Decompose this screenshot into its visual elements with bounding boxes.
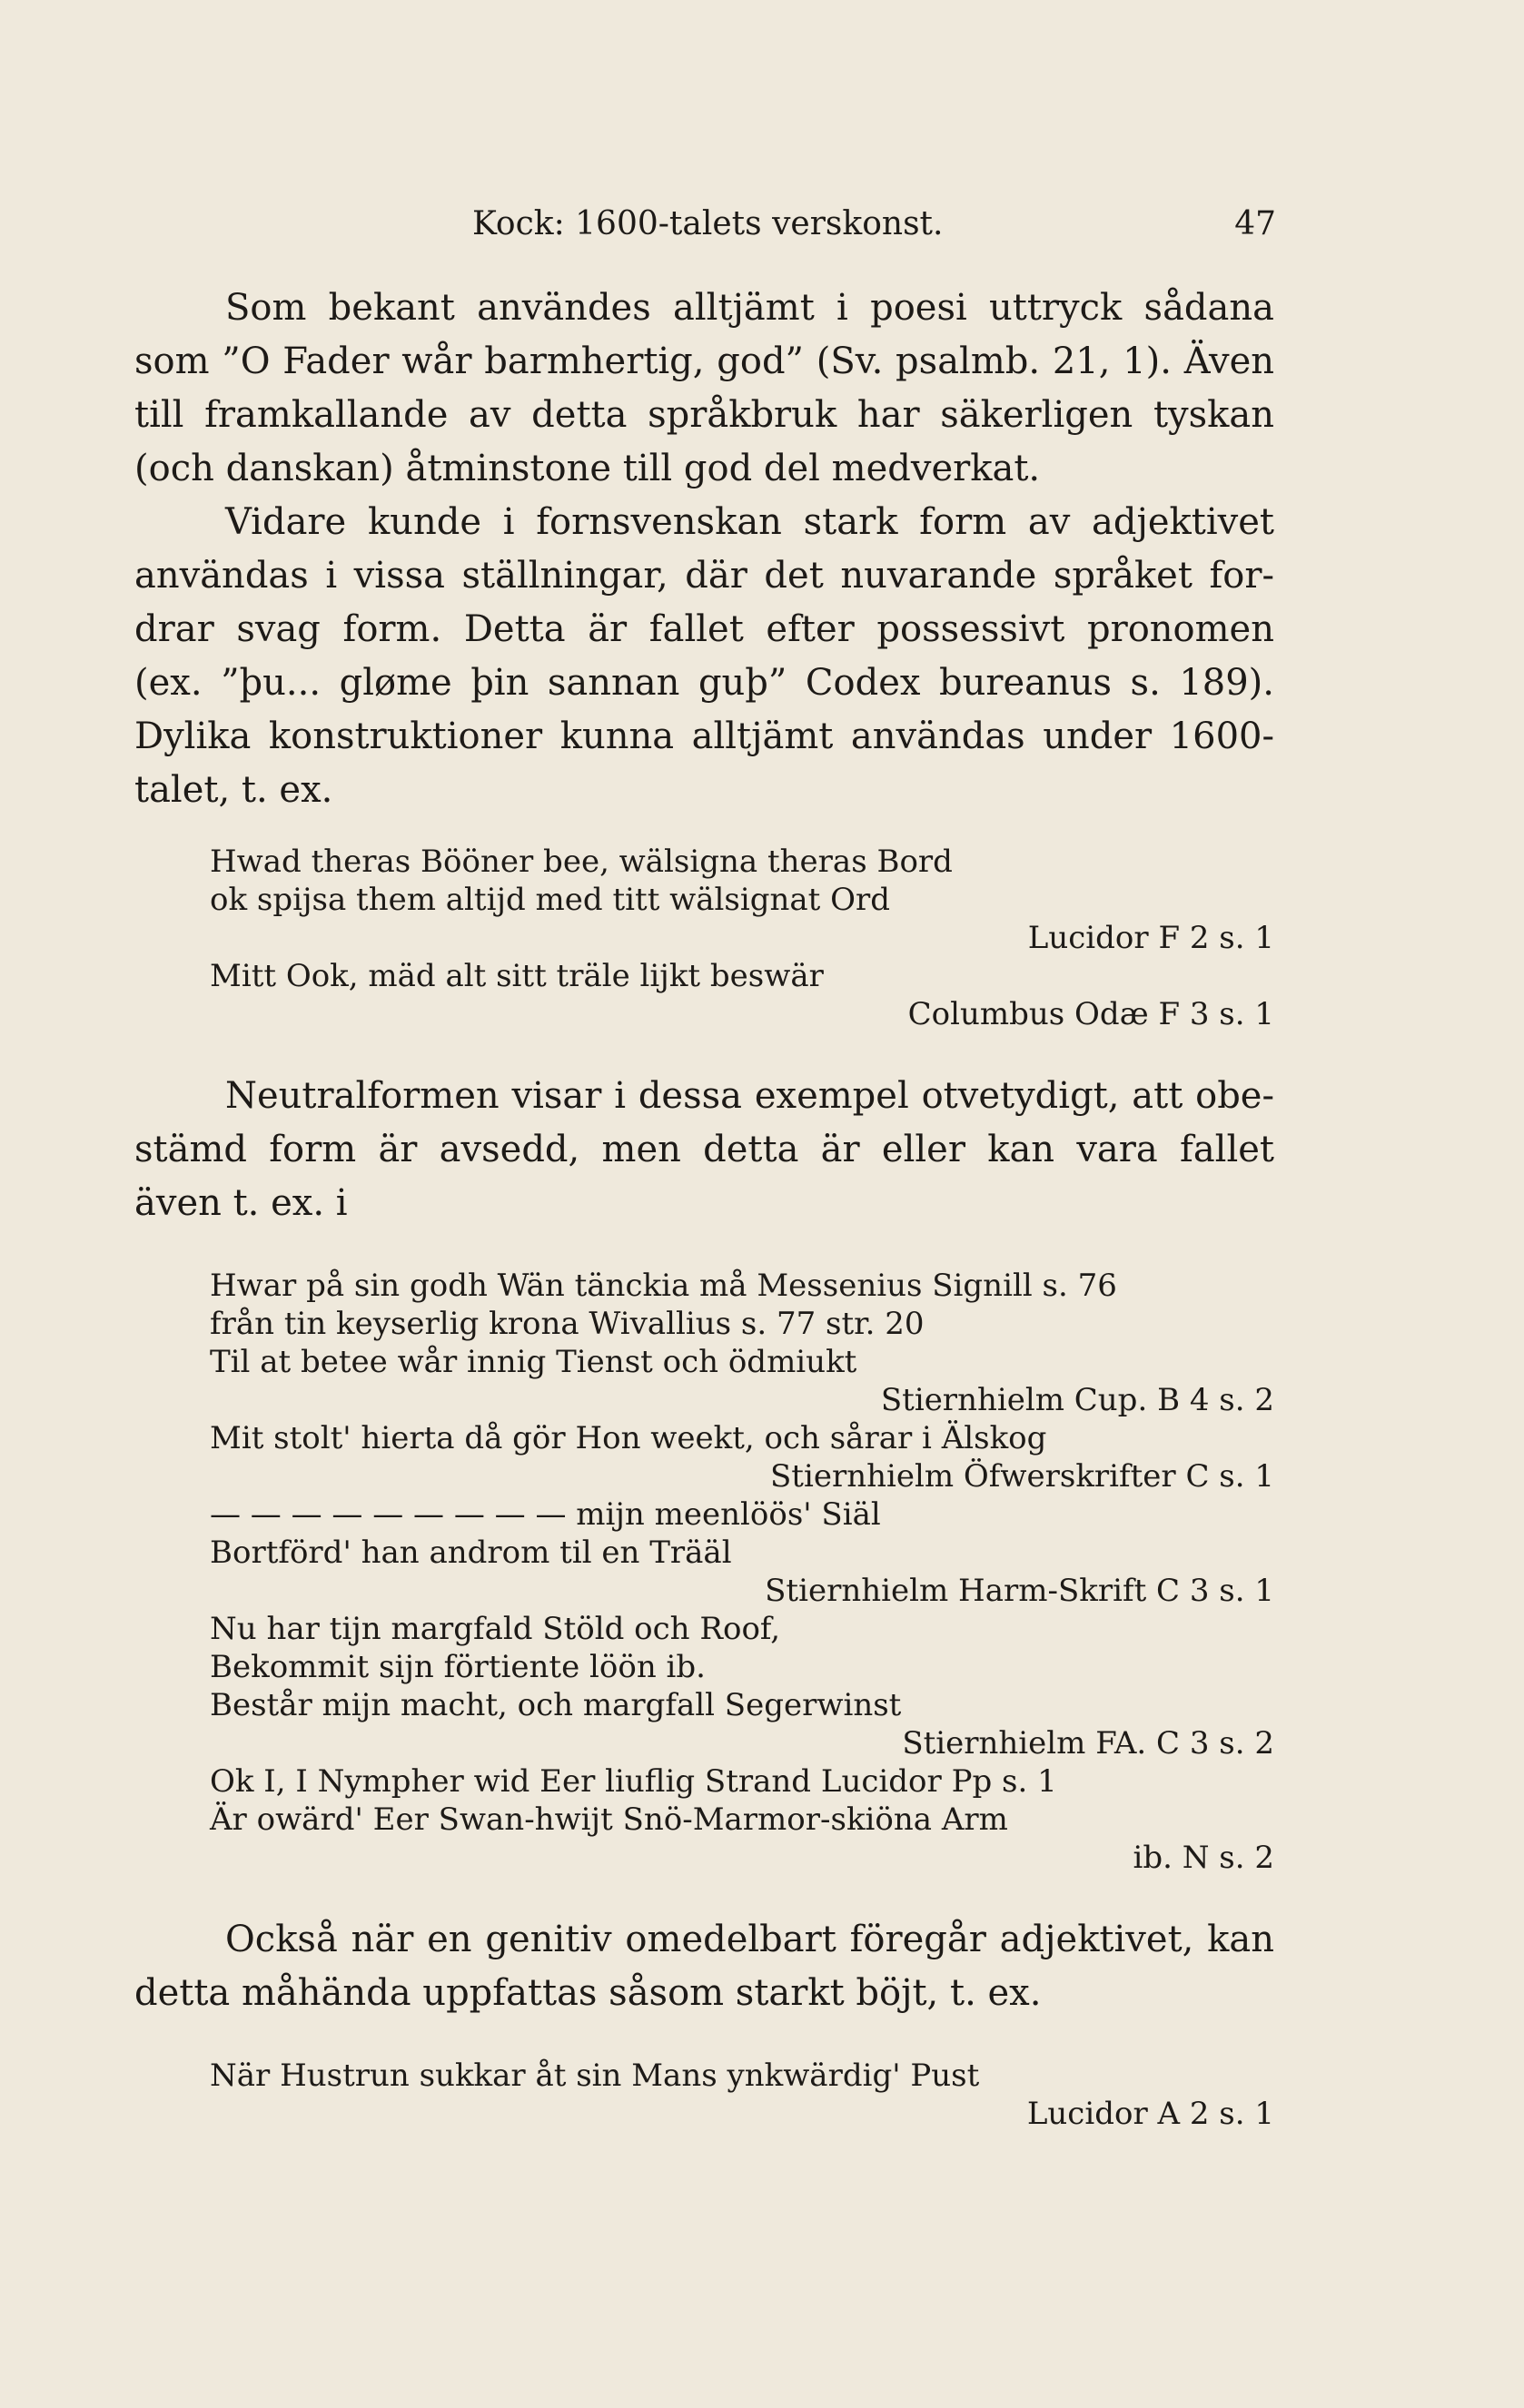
quote-line: Ok I, I Nympher wid Eer liuflig Strand Lucidor Pp s. 1 bbox=[210, 1763, 1057, 1800]
quote-line: — — — — — — — — — mijn meenlöös' Siäl bbox=[210, 1496, 881, 1533]
text-line: (och danskan) åtminstone till god del medverkat. bbox=[134, 448, 1041, 489]
text-line: Neutralformen visar i dessa exempel otvetydigt, att obe- bbox=[225, 1075, 1274, 1117]
quote-line: Bekommit sijn förtiente löön ib. bbox=[210, 1649, 706, 1685]
page-body bbox=[134, 281, 1274, 2133]
quote-line: ok spijsa them altijd med titt wälsignat Ord bbox=[210, 882, 891, 918]
quote-line: Bortförd' han androm til en Trääl bbox=[210, 1535, 732, 1571]
text-line: Dylika konstruktioner kunna alltjämt användas under 1600- bbox=[134, 715, 1274, 757]
text-line: användas i vissa ställningar, där det nuvarande språket for- bbox=[134, 555, 1274, 597]
text-line: till framkallande av detta språkbruk har säkerligen tyskan bbox=[134, 394, 1274, 436]
quote-line: Til at betee wår innig Tienst och ödmiukt bbox=[210, 1344, 857, 1380]
page-number: 47 bbox=[1234, 205, 1276, 242]
quote-line: När Hustrun sukkar åt sin Mans ynkwärdig' Pust bbox=[210, 2058, 980, 2094]
text-line: Också när en genitiv omedelbart föregår adjektivet, kan bbox=[225, 1919, 1274, 1960]
text-line: stämd form är avsedd, men detta är eller kan vara fallet bbox=[134, 1129, 1274, 1170]
quote-source: Lucidor F 2 s. 1 bbox=[1027, 920, 1274, 956]
quote-line: Mitt Ook, mäd alt sitt träle lijkt beswär bbox=[210, 958, 824, 994]
quotation-block-2 bbox=[134, 1267, 1274, 1877]
quote-source: Stiernhielm FA. C 3 s. 2 bbox=[902, 1725, 1274, 1762]
paragraph-1 bbox=[134, 281, 1274, 817]
quotation-block-1 bbox=[134, 843, 1274, 1033]
quote-source: Stiernhielm Öfwerskrifter C s. 1 bbox=[770, 1458, 1274, 1495]
quote-line: Är owärd' Eer Swan-hwijt Snö-Marmor-skiöna Arm bbox=[210, 1801, 1008, 1838]
paragraph-3 bbox=[134, 1913, 1274, 2020]
quote-source: ib. N s. 2 bbox=[1133, 1840, 1274, 1876]
quote-line: från tin keyserlig krona Wivallius s. 77 str. 20 bbox=[210, 1306, 925, 1342]
quote-line: Hwar på sin godh Wän tänckia må Messenius Signill s. 76 bbox=[210, 1268, 1117, 1304]
text-line: som ”O Fader wår barmhertig, god” (Sv. psalmb. 21, 1). Även bbox=[134, 340, 1274, 382]
text-line: detta måhända uppfattas såsom starkt böjt, t. ex. bbox=[134, 1972, 1042, 2014]
quote-source: Stiernhielm Cup. B 4 s. 2 bbox=[880, 1382, 1274, 1418]
text-line: Som bekant användes alltjämt i poesi uttryck sådana bbox=[225, 287, 1274, 329]
quote-line: Hwad theras Bööner bee, wälsigna theras Bord bbox=[210, 844, 953, 880]
text-line: även t. ex. i bbox=[134, 1182, 348, 1224]
text-line: (ex. ”þu... gløme þin sannan guþ” Codex bureanus s. 189). bbox=[134, 662, 1274, 704]
running-title: Kock: 1600-talets verskonst. bbox=[472, 205, 944, 242]
text-line: Vidare kunde i fornsvenskan stark form av adjektivet bbox=[225, 501, 1274, 543]
text-line: drar svag form. Detta är fallet efter possessivt pronomen bbox=[134, 608, 1274, 650]
quote-line: Nu har tijn margfald Stöld och Roof, bbox=[210, 1611, 781, 1647]
text-line: talet, t. ex. bbox=[134, 769, 333, 811]
quote-source: Lucidor A 2 s. 1 bbox=[1026, 2096, 1274, 2132]
quote-line: Består mijn macht, och margfall Segerwinst bbox=[210, 1687, 902, 1723]
quote-source: Columbus Odæ F 3 s. 1 bbox=[907, 996, 1274, 1032]
quote-line: Mit stolt' hierta då gör Hon weekt, och sårar i Älskog bbox=[210, 1420, 1047, 1456]
quote-source: Stiernhielm Harm-Skrift C 3 s. 1 bbox=[765, 1573, 1274, 1609]
paragraph-2 bbox=[134, 1070, 1274, 1230]
quotation-block-3 bbox=[134, 2057, 1274, 2133]
